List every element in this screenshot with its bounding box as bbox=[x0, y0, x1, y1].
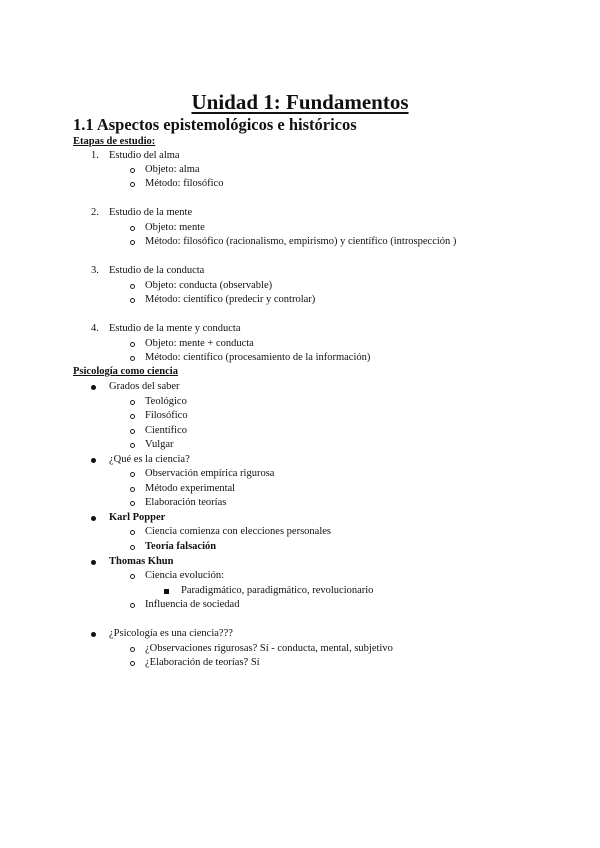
bullet-icon bbox=[91, 385, 96, 390]
list-item: Método: filosófico (racionalismo, empirismo) y científico (introspección ) bbox=[145, 236, 457, 247]
list-item: Vulgar bbox=[145, 439, 174, 450]
hollow-bullet-icon bbox=[130, 501, 135, 506]
bullet-icon bbox=[91, 516, 96, 521]
list-item: Objeto: mente bbox=[145, 222, 205, 233]
list-number: 4. bbox=[91, 323, 99, 334]
hollow-bullet-icon bbox=[130, 400, 135, 405]
hollow-bullet-icon bbox=[130, 574, 135, 579]
hollow-bullet-icon bbox=[130, 356, 135, 361]
hollow-bullet-icon bbox=[130, 240, 135, 245]
list-item: Influencia de sociedad bbox=[145, 599, 240, 610]
list-number: 2. bbox=[91, 207, 99, 218]
list-item: Estudio de la mente y conducta bbox=[109, 323, 241, 334]
hollow-bullet-icon bbox=[130, 661, 135, 666]
list-item: Paradigmático, paradigmático, revolucionario bbox=[181, 585, 374, 596]
ciencia-heading: Psicología como ciencia bbox=[73, 366, 178, 377]
list-item: Estudio del alma bbox=[109, 150, 180, 161]
list-item: Ciencia comienza con elecciones personales bbox=[145, 526, 331, 537]
bullet-icon bbox=[91, 632, 96, 637]
hollow-bullet-icon bbox=[130, 530, 135, 535]
list-number: 1. bbox=[91, 150, 99, 161]
hollow-bullet-icon bbox=[130, 545, 135, 550]
bullet-icon bbox=[91, 458, 96, 463]
hollow-bullet-icon bbox=[130, 342, 135, 347]
hollow-bullet-icon bbox=[130, 284, 135, 289]
list-item: ¿Elaboración de teorías? Sí bbox=[145, 657, 260, 668]
bullet-icon bbox=[91, 560, 96, 565]
hollow-bullet-icon bbox=[130, 487, 135, 492]
list-item: Filosófico bbox=[145, 410, 188, 421]
hollow-bullet-icon bbox=[130, 443, 135, 448]
hollow-bullet-icon bbox=[130, 472, 135, 477]
hollow-bullet-icon bbox=[130, 226, 135, 231]
section-heading: 1.1 Aspectos epistemológicos e históricos bbox=[73, 115, 357, 134]
list-item: Método experimental bbox=[145, 483, 236, 494]
list-item: ¿Qué es la ciencia? bbox=[109, 454, 190, 465]
list-item: Objeto: alma bbox=[145, 164, 200, 175]
list-item: Método: científico (procesamiento de la información) bbox=[145, 352, 371, 363]
list-item: Objeto: mente + conducta bbox=[145, 338, 254, 349]
hollow-bullet-icon bbox=[130, 647, 135, 652]
hollow-bullet-icon bbox=[130, 414, 135, 419]
hollow-bullet-icon bbox=[130, 168, 135, 173]
list-item: Método: científico (predecir y controlar) bbox=[145, 294, 316, 305]
list-item: Objeto: conducta (observable) bbox=[145, 280, 273, 291]
list-number: 3. bbox=[91, 265, 99, 276]
list-item: ¿Observaciones rigurosas? Sí - conducta, mental, subjetivo bbox=[145, 643, 393, 654]
hollow-bullet-icon bbox=[130, 429, 135, 434]
document-title: Unidad 1: Fundamentos bbox=[191, 90, 409, 114]
list-item: Thomas Khun bbox=[109, 556, 174, 567]
list-item: Estudio de la conducta bbox=[109, 265, 205, 276]
hollow-bullet-icon bbox=[130, 182, 135, 187]
list-item: Científico bbox=[145, 425, 187, 436]
list-item: ¿Psicología es una ciencia??? bbox=[109, 628, 233, 639]
hollow-bullet-icon bbox=[130, 298, 135, 303]
list-item: Teológico bbox=[145, 396, 187, 407]
square-bullet-icon bbox=[164, 589, 169, 594]
list-item: Estudio de la mente bbox=[109, 207, 193, 218]
list-item: Grados del saber bbox=[109, 381, 180, 392]
list-item: Observación empírica rigurosa bbox=[145, 468, 275, 479]
list-item: Método: filosófico bbox=[145, 178, 224, 189]
list-item: Teoría falsación bbox=[145, 541, 217, 552]
list-item: Ciencia evolución: bbox=[145, 570, 225, 581]
list-item: Elaboración teorías bbox=[145, 497, 227, 508]
hollow-bullet-icon bbox=[130, 603, 135, 608]
etapas-heading: Etapas de estudio: bbox=[73, 136, 156, 147]
list-item: Karl Popper bbox=[109, 512, 166, 523]
